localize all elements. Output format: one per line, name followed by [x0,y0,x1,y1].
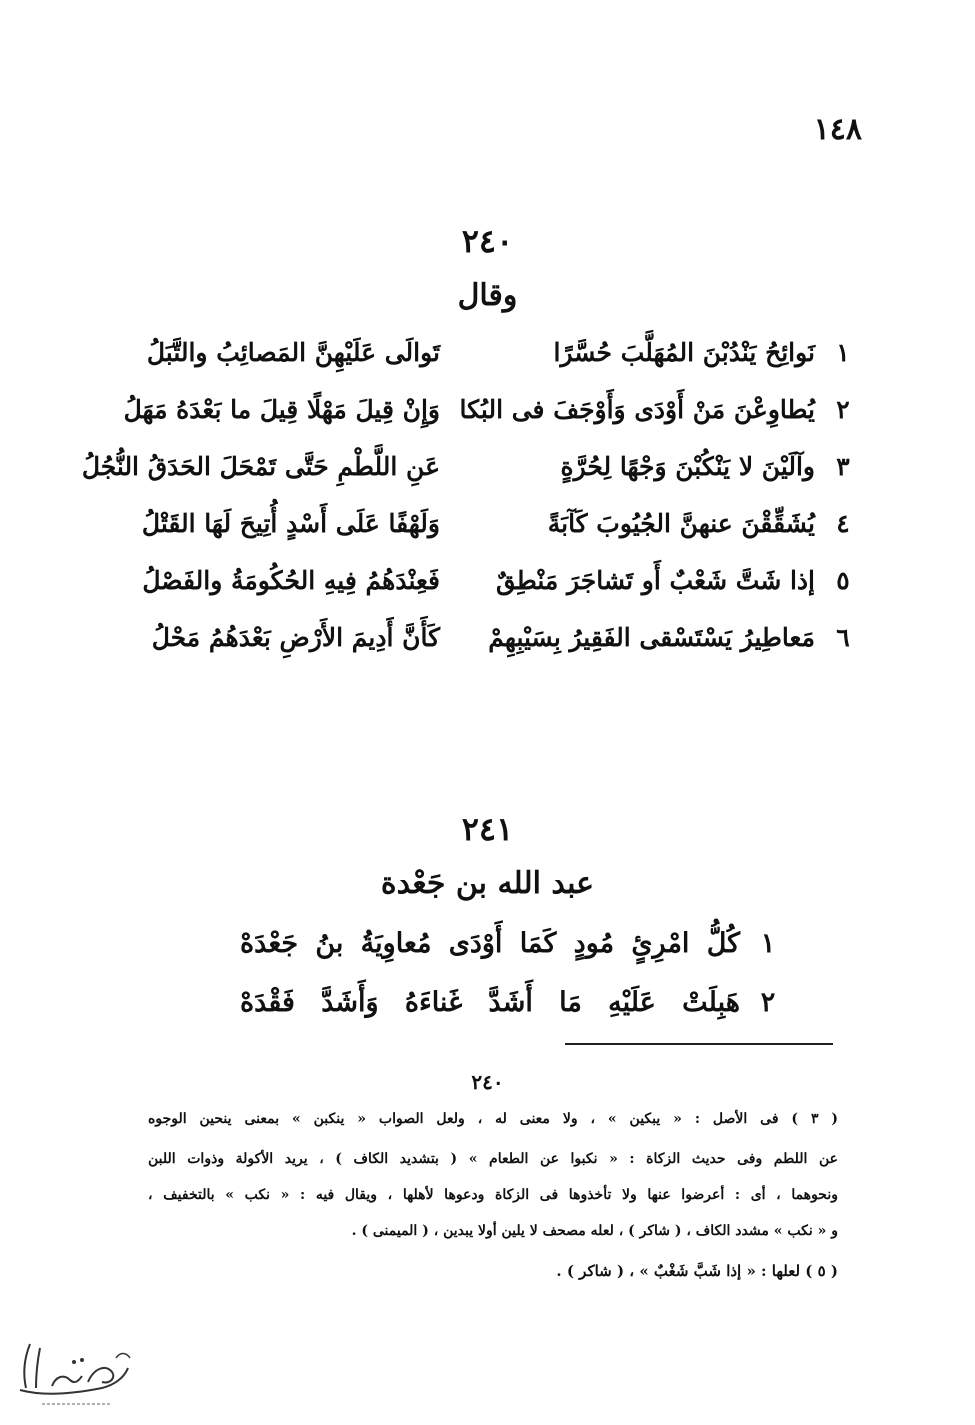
footnote-line: ( ٥ ) لعلها : « إذا شَبَّ شَغْبٌ » ، ( شاكر ) . [556,1262,838,1280]
verse-row [240,987,780,1031]
footnote-divider [565,1043,833,1045]
verse-text: هَبِلَتْ عَلَيْهِ مَا أَشَدَّ غَناءَهُ وَأَشَدَّ فَقْدَهْ [240,987,740,1018]
verse-number: ١ [760,928,776,959]
verse-row [140,623,855,667]
verse-second-hemistich: وَإِنْ قِيلَ مَهْلًا قِيلَ ما بَعْدَهُ مَهَلُ [123,395,440,424]
verse-first-hemistich: وآلَيْنَ لا يَنْكُبْنَ وَجْهًا لِحُرَّةٍ [560,452,815,481]
footnote-line: ونحوهما ، أى : أعرضوا عنها ولا تأخذوها فى الزكاة ودعوها لأهلها ، ويقال فيه : « نكب » بالتخفيف ، [148,1187,838,1203]
verse-number: ٤ [836,509,850,538]
verse-second-hemistich: تَوالَى عَلَيْهِنَّ المَصائِبُ والتَّبَلُ [146,338,440,367]
poem-heading-241: عبد الله بن جَعْدة [380,866,595,901]
footnote-line: عن اللطم وفى حديث الزكاة : « نكبوا عن الطعام » ( بتشديد الكاف ) ، يريد الأكولة وذوات اللبن [148,1151,838,1167]
verse-second-hemistich: عَنِ اللَّطْمِ حَتَّى تَمْحَلَ الحَدَقُ النُّجُلُ [81,452,440,481]
verse-row [140,566,855,610]
verse-first-hemistich: يُطاوِعْنَ مَنْ أَوْدَى وَأَوْجَفَ فى البُكا [459,395,815,424]
footnote-poem-number: ٢٤٠ [471,1070,504,1094]
poem-number-240: ٢٤٠ [461,222,514,260]
poem-heading-240: وقال [457,278,518,313]
verse-number: ٣ [836,452,850,481]
verse-number: ١ [836,338,850,367]
verse-row [240,928,780,972]
footnote-line: ( ٣ ) فى الأصل : « يبكين » ، ولا معنى له ، ولعل الصواب « ينكبن » بمعنى ينحين الوجوه [148,1111,839,1127]
verse-row [81,452,855,496]
verse-second-hemistich: فَعِنْدَهُمُ فِيهِ الحُكُومَةُ والفَصْلُ [142,566,440,595]
verse-row [140,338,855,382]
footnote-line: و « نكب » مشدد الكاف ، ( شاكر ) ، لعله مصحف لا يلين أولا يبدين ، ( الميمنى ) . [351,1223,838,1239]
verse-second-hemistich: كَأَنَّ أَدِيمَ الأَرْضِ بَعْدَهُمُ مَحْلُ [151,623,440,652]
verse-first-hemistich: يُشَقِّقْنَ عنهنَّ الجُيُوبَ كَآبَةً [547,509,815,538]
page-number: ١٤٨ [813,112,862,147]
verse-number: ٢ [836,395,850,424]
verse-first-hemistich: نَوائِحُ يَنْدُبْنَ المُهَلَّبَ حُسَّرًا [553,338,815,367]
verse-first-hemistich: مَعاطِيرُ يَسْتَسْقى الفَقِيرُ بِسَيْبِهِمْ [488,623,815,652]
verse-number: ٦ [836,623,850,652]
verse-first-hemistich: إذا شَتَّ شَعْبٌ أَو تَشاجَرَ مَنْطِقٌ [495,566,815,595]
verse-second-hemistich: وَلَهْفًا عَلَى أَسْدٍ أُتِيحَ لَهَا القَتْلُ [141,509,440,538]
verse-row [123,395,855,439]
verse-number: ٥ [836,566,850,595]
verse-row [140,509,855,553]
poem-number-241: ٢٤١ [461,810,514,848]
verse-number: ٢ [760,987,776,1018]
library-stamp-logo [12,1338,140,1410]
verse-text: كُلُّ امْرِئٍ مُودٍ كَمَا أَوْدَى مُعاوِيَةُ بنُ جَعْدَهْ [240,928,740,959]
